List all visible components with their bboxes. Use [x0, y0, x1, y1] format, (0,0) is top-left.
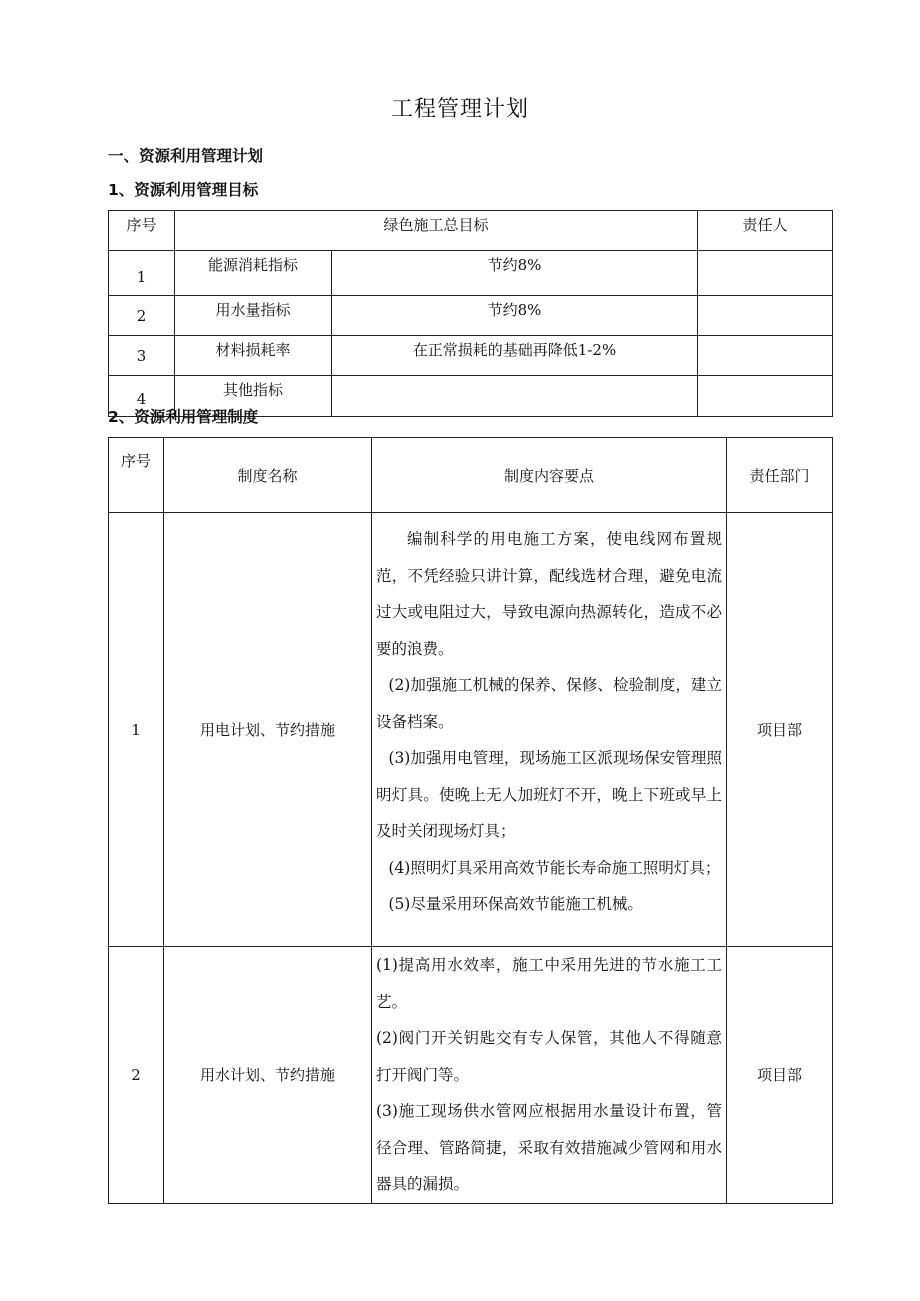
- row-dept: 项目部: [727, 513, 833, 947]
- table-row: [109, 296, 833, 336]
- row-target: 在正常损耗的基础再降低1-2%: [332, 336, 698, 376]
- row-name: 用水计划、节约措施: [164, 947, 372, 1204]
- content-paragraph: 编制科学的用电施工方案，使电线网布置规范，不凭经验只讲计算，配线选材合理，避免电流过大或电阻过大，导致电源向热源转化，造成不必要的浪费。: [376, 530, 722, 658]
- content-paragraph: (1)提高用水效率，施工中采用先进的节水施工工艺。: [376, 956, 722, 1011]
- row-name: 用水量指标: [175, 296, 332, 336]
- row-seq: 4: [109, 376, 175, 417]
- content-paragraph: (2)阀门开关钥匙交有专人保管，其他人不得随意打开阀门等。: [376, 1029, 722, 1084]
- row-person: [698, 296, 833, 336]
- row-content: [372, 513, 727, 947]
- content-paragraph: (3)加强用电管理，现场施工区派现场保安管理照明灯具。使晚上无人加班灯不开，晚上下班或早上及时关闭现场灯具；: [376, 749, 722, 840]
- header-goal: 绿色施工总目标: [175, 211, 698, 251]
- header-content: 制度内容要点: [372, 438, 727, 513]
- header-person: 责任人: [698, 211, 833, 251]
- row-target: 节约8%: [332, 251, 698, 296]
- row-person: [698, 336, 833, 376]
- table-row: [109, 513, 833, 947]
- row-seq: 3: [109, 336, 175, 376]
- row-seq: 1: [109, 251, 175, 296]
- header-name: 制度名称: [164, 438, 372, 513]
- row-seq: 2: [109, 296, 175, 336]
- content-paragraph: (3)施工现场供水管网应根据用水量设计布置，管径合理、管路简捷，采取有效措施减少管网和用水器具的漏损。: [376, 1102, 722, 1193]
- row-seq: 2: [109, 947, 164, 1204]
- content-paragraph: (5)尽量采用环保高效节能施工机械。: [388, 895, 643, 913]
- row-person: [698, 251, 833, 296]
- subsection-heading-system: 2、资源利用管理制度: [108, 408, 259, 426]
- table-row: [109, 251, 833, 296]
- row-target: 节约8%: [332, 296, 698, 336]
- row-name: 能源消耗指标: [175, 251, 332, 296]
- row-content: [372, 947, 727, 1204]
- row-person: [698, 376, 833, 417]
- header-dept: 责任部门: [727, 438, 833, 513]
- row-name: 用电计划、节约措施: [164, 513, 372, 947]
- table-row: [109, 336, 833, 376]
- resource-goals-table: [108, 210, 833, 417]
- subsection-heading-goals: 1、资源利用管理目标: [108, 181, 259, 199]
- table-header-row: [109, 438, 833, 513]
- row-dept: 项目部: [727, 947, 833, 1204]
- table-header-row: [109, 211, 833, 251]
- row-name: 材料损耗率: [175, 336, 332, 376]
- content-paragraph: (4)照明灯具采用高效节能长寿命施工照明灯具；: [388, 858, 721, 877]
- resource-system-table: [108, 437, 833, 1204]
- content-paragraph: (2)加强施工机械的保养、保修、检验制度，建立设备档案。: [376, 676, 722, 731]
- row-name: 其他指标: [175, 376, 332, 417]
- row-target: [332, 376, 698, 417]
- header-seq: 序号: [109, 438, 164, 513]
- section-heading: 一、资源利用管理计划: [108, 147, 264, 165]
- page-title: 工程管理计划: [390, 97, 529, 122]
- header-seq: 序号: [109, 211, 175, 251]
- row-seq: 1: [109, 513, 164, 947]
- table-row: [109, 947, 833, 1204]
